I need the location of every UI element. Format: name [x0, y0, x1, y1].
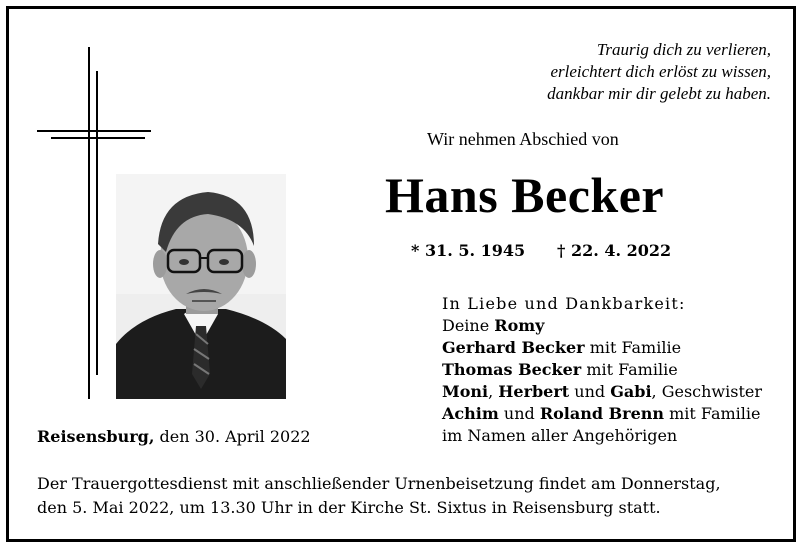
mourners-list — [442, 293, 762, 447]
verse-line: dankbar mir dir gelebt zu haben. — [547, 84, 771, 103]
notice-line: den 5. Mai 2022, um 13.30 Uhr in der Kirche St. Sixtus in Reisensburg statt. — [37, 498, 661, 517]
mourner-line: Gerhard Becker mit Familie — [442, 338, 682, 357]
verse-line: Traurig dich zu verlieren, — [596, 40, 771, 59]
mourner-line: Deine Romy — [442, 316, 545, 335]
obituary-notice — [6, 6, 796, 542]
mourner-line: Thomas Becker mit Familie — [442, 360, 678, 379]
intro-text: Wir nehmen Abschied von — [427, 129, 619, 149]
service-notice — [37, 472, 777, 520]
birth-date: * 31. 5. 1945 — [411, 241, 526, 260]
portrait-photo — [116, 174, 286, 399]
deceased-name: Hans Becker — [385, 167, 665, 223]
place: Reisensburg, — [37, 427, 155, 446]
death-date: † 22. 4. 2022 — [557, 241, 672, 260]
notice-line: Der Trauergottesdienst mit anschließender Urnenbeisetzung findet am Donnerstag, — [37, 474, 721, 493]
memorial-verse — [547, 39, 771, 105]
date: den 30. April 2022 — [154, 427, 311, 446]
verse-line: erleichtert dich erlöst zu wissen, — [550, 62, 771, 81]
mourner-line: im Namen aller Angehörigen — [442, 426, 678, 445]
mourner-line: Achim und Roland Brenn mit Familie — [442, 404, 761, 423]
mourners-heading: In Liebe und Dankbarkeit: — [442, 294, 686, 313]
place-date — [37, 427, 311, 446]
mourner-line: Moni, Herbert und Gabi, Geschwister — [442, 382, 762, 401]
